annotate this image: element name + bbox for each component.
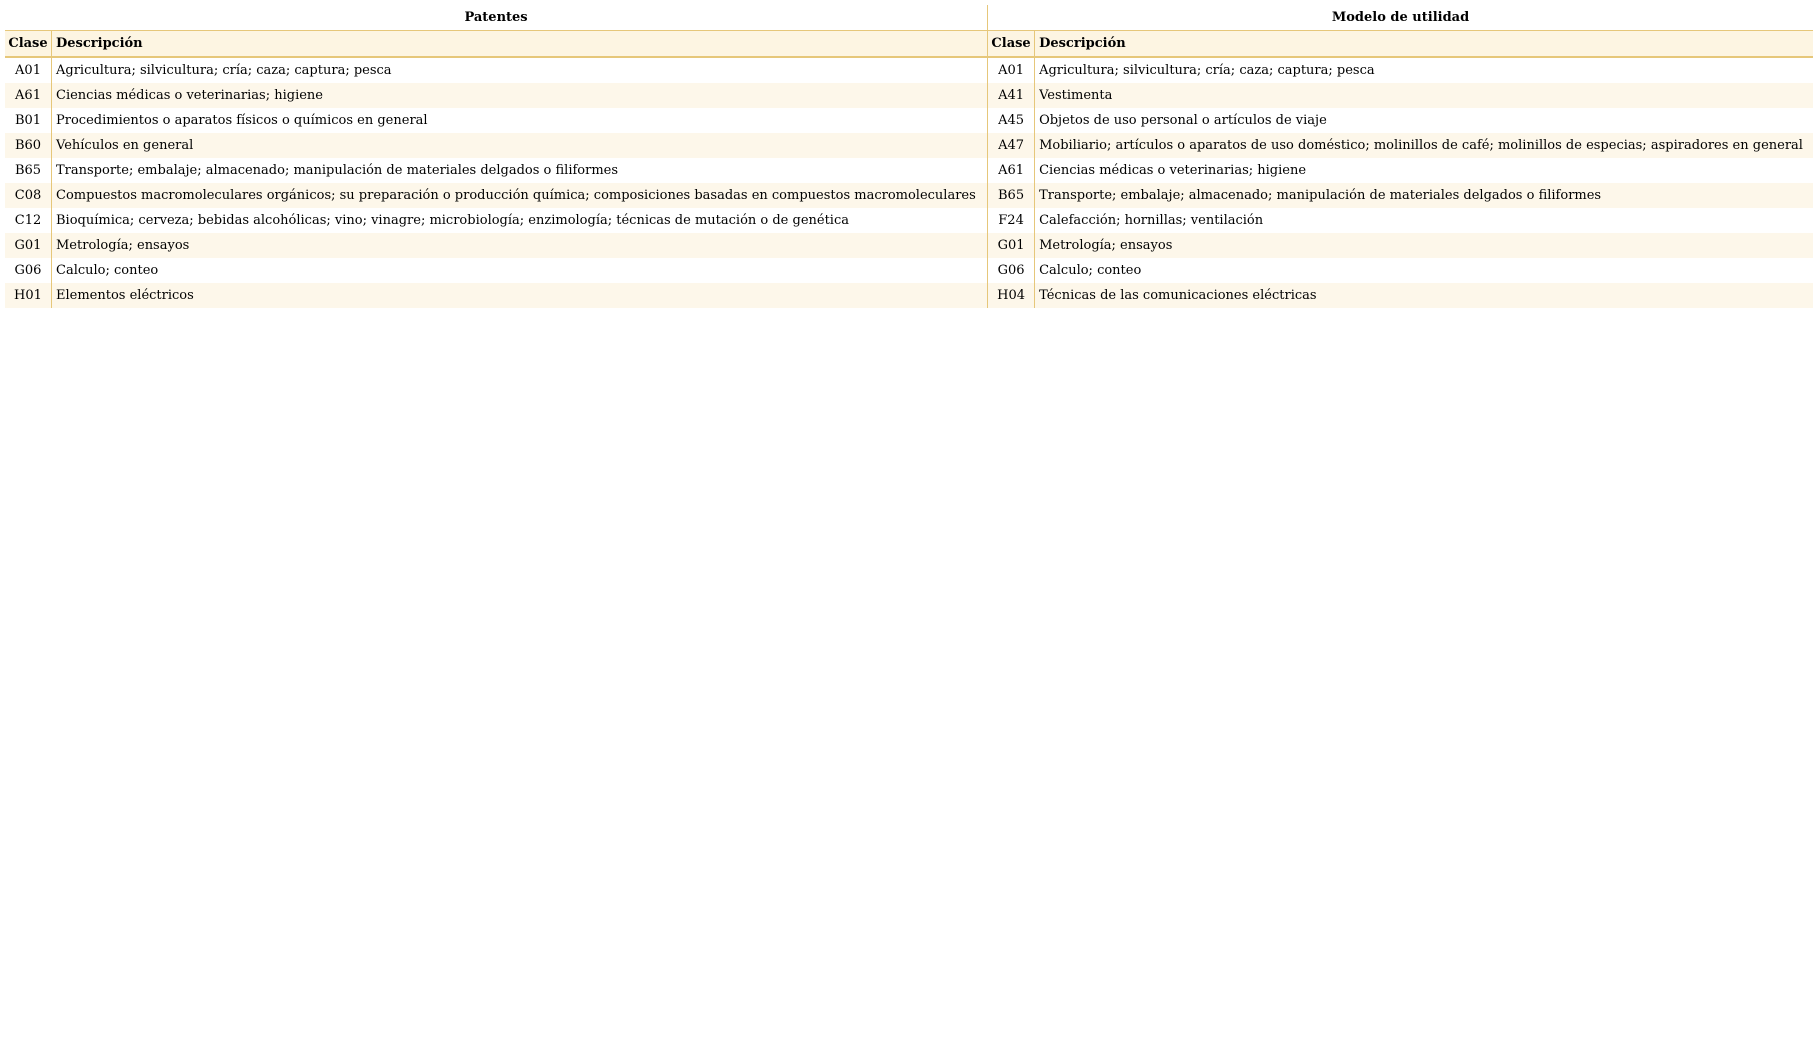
modelo-desc: Técnicas de las comunicaciones eléctricas [1035,283,1813,308]
patentes-desc: Procedimientos o aparatos físicos o químicos en general [52,108,988,133]
modelo-code: A45 [988,108,1035,133]
modelo-code: G01 [988,233,1035,258]
patentes-desc: Elementos eléctricos [52,283,988,308]
table-row [5,258,1813,283]
modelo-code: B65 [988,183,1035,208]
patentes-desc: Agricultura; silvicultura; cría; caza; captura; pesca [52,57,988,83]
modelo-desc: Mobiliario; artículos o aparatos de uso doméstico; molinillos de café; molinillos de especias; aspiradores en general [1035,133,1813,158]
patentes-desc: Calculo; conteo [52,258,988,283]
patentes-code: G06 [5,258,52,283]
modelo-desc: Metrología; ensayos [1035,233,1813,258]
patentes-desc: Transporte; embalaje; almacenado; manipulación de materiales delgados o filiformes [52,158,988,183]
patentes-code: B65 [5,158,52,183]
table-row [5,283,1813,308]
modelo-desc: Ciencias médicas o veterinarias; higiene [1035,158,1813,183]
table-row [5,183,1813,208]
modelo-desc: Objetos de uso personal o artículos de viaje [1035,108,1813,133]
modelo-code: F24 [988,208,1035,233]
table-row [5,208,1813,233]
patentes-code: H01 [5,283,52,308]
modelo-code: H04 [988,283,1035,308]
patentes-desc: Ciencias médicas o veterinarias; higiene [52,83,988,108]
modelo-desc: Vestimenta [1035,83,1813,108]
modelo-code: A01 [988,57,1035,83]
patentes-code: G01 [5,233,52,258]
table-row [5,158,1813,183]
modelo-code: A47 [988,133,1035,158]
modelo-code: G06 [988,258,1035,283]
patentes-code: B60 [5,133,52,158]
patentes-desc: Vehículos en general [52,133,988,158]
patentes-clase-header: Clase [5,31,52,58]
table-row [5,57,1813,83]
patentes-code: C08 [5,183,52,208]
modelo-desc: Calculo; conteo [1035,258,1813,283]
table-row [5,108,1813,133]
patentes-desc: Bioquímica; cerveza; bebidas alcohólicas; vino; vinagre; microbiología; enzimología; técnicas de mutación o de genética [52,208,988,233]
modelo-desc: Transporte; embalaje; almacenado; manipulación de materiales delgados o filiformes [1035,183,1813,208]
modelo-desc: Calefacción; hornillas; ventilación [1035,208,1813,233]
patentes-title: Patentes [5,5,988,31]
modelo-descripcion-header: Descripción [1035,31,1813,58]
patentes-descripcion-header: Descripción [52,31,988,58]
patentes-desc: Compuestos macromoleculares orgánicos; su preparación o producción química; composiciones basadas en compuestos macromoleculares [52,183,988,208]
column-header-row [5,31,1813,58]
patentes-code: C12 [5,208,52,233]
ipc-classes-table [5,5,1813,308]
table-row [5,83,1813,108]
modelo-desc: Agricultura; silvicultura; cría; caza; captura; pesca [1035,57,1813,83]
modelo-code: A61 [988,158,1035,183]
patentes-code: A01 [5,57,52,83]
group-header-row [5,5,1813,31]
modelo-title: Modelo de utilidad [988,5,1813,31]
patentes-code: A61 [5,83,52,108]
table-row [5,233,1813,258]
patentes-code: B01 [5,108,52,133]
patentes-desc: Metrología; ensayos [52,233,988,258]
modelo-code: A41 [988,83,1035,108]
modelo-clase-header: Clase [988,31,1035,58]
table-row [5,133,1813,158]
